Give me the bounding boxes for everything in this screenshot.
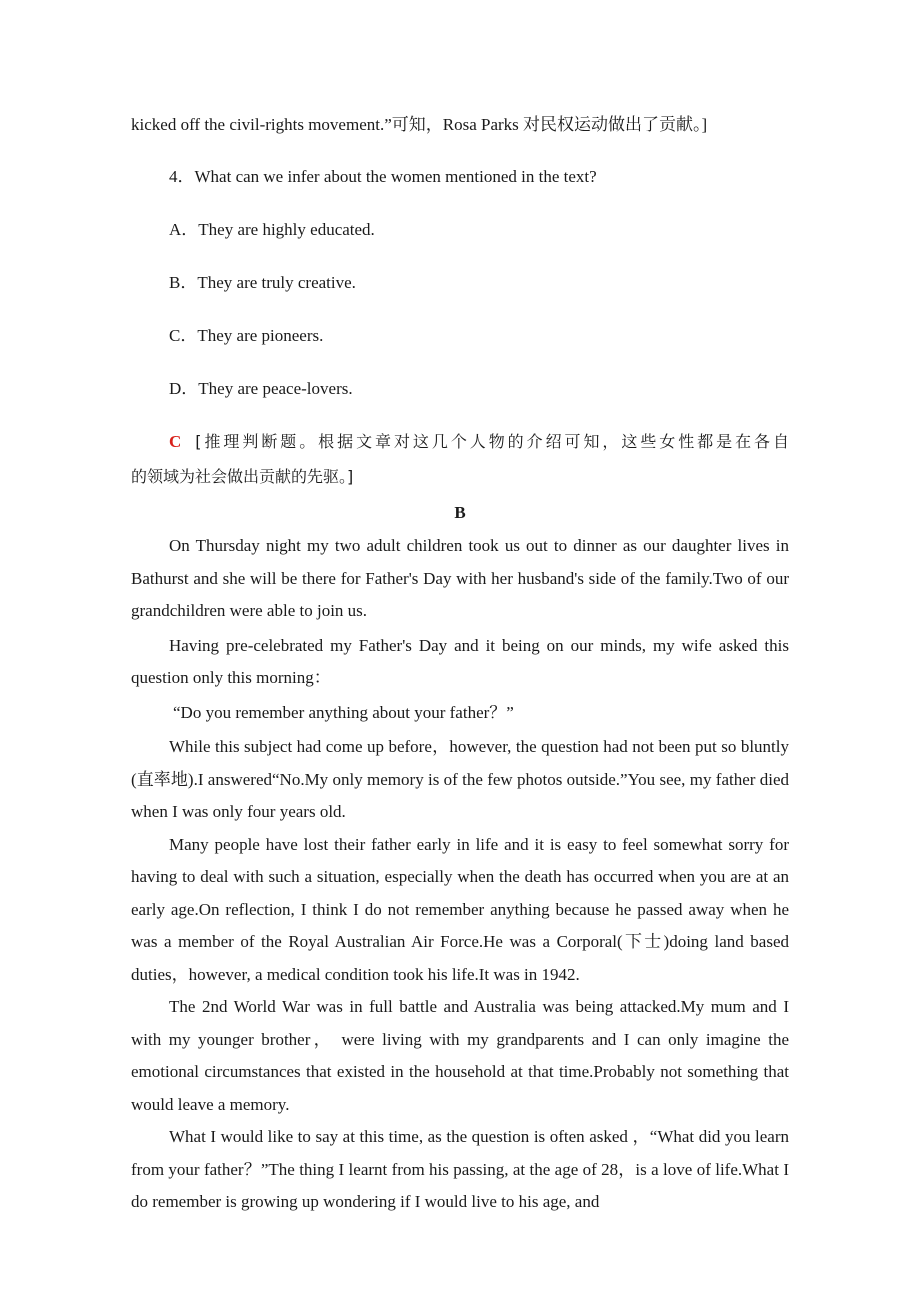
document-page	[131, 108, 789, 1219]
paragraph-4	[131, 731, 789, 829]
previous-explanation-tail: kicked off the civil‑rights movement.”可知，Rosa Parks 对民权运动做出了贡献。]	[131, 115, 708, 134]
paragraph-1	[131, 530, 789, 628]
paragraph-2	[131, 630, 789, 695]
option-c: C．They are pioneers.	[169, 326, 324, 345]
paragraph-6-text: The 2nd World War was in full battle and Australia was being attacked.My mum and I with my younger brother， were living with my grandparents and I can only imagine the emotional circumstances that existed in the household at that time.Probably not something that would leave a memory.	[131, 997, 789, 1114]
question-stem: 4．What can we infer about the women mentioned in the text?	[169, 167, 597, 186]
passage	[131, 530, 789, 1219]
paragraph-1-text: On Thursday night my two adult children took us out to dinner as our daughter lives in Bathurst and she will be there for Father's Day with her husband's side of the family.Two of our grandchildren were able to join us.	[131, 536, 789, 620]
paragraph-3	[131, 697, 789, 730]
option-b: B．They are truly creative.	[169, 273, 356, 292]
answer-letter: C	[169, 432, 182, 451]
explanation-line-2: 的领域为社会做出贡献的先驱。]	[131, 467, 354, 486]
explanation-line-1: [推理判断题。根据文章对这几个人物的介绍可知，这些女性都是在各自	[195, 432, 789, 451]
option-d: D．They are peace‑lovers.	[169, 379, 353, 398]
answer-explanation	[131, 424, 789, 460]
paragraph-7-text: What I would like to say at this time, as the question is often asked ，“What did you learn from your father？”The thing I learnt from his passing, at the age of 28，is a love of life.What I do remember is growing up wondering if I would live to his age, and	[131, 1127, 789, 1211]
paragraph-7	[131, 1121, 789, 1219]
section-heading: B	[454, 503, 466, 522]
paragraph-5	[131, 829, 789, 992]
paragraph-3-text: “Do you remember anything about your father？”	[173, 702, 514, 722]
option-a: A．They are highly educated.	[169, 220, 375, 239]
paragraph-2-text: Having pre‑celebrated my Father's Day and it being on our minds, my wife asked this question only this morning：	[131, 635, 789, 687]
paragraph-4-text: While this subject had come up before，however, the question had not been put so bluntly (直率地).I answered“No.My only memory is of the few photos outside.”You see, my father died when I was only four years old.	[131, 737, 789, 821]
paragraph-5-text: Many people have lost their father early in life and it is easy to feel somewhat sorry for having to deal with such a situation, especially when the death has occurred when you are at an early age.On reflection, I think I do not remember anything because he passed away when he was a member of the Royal Australian Air Force.He was a Corporal(下士)doing land based duties，however, a medical condition took his life.It was in 1942.	[131, 834, 789, 984]
question-4	[131, 159, 789, 494]
paragraph-6	[131, 991, 789, 1121]
